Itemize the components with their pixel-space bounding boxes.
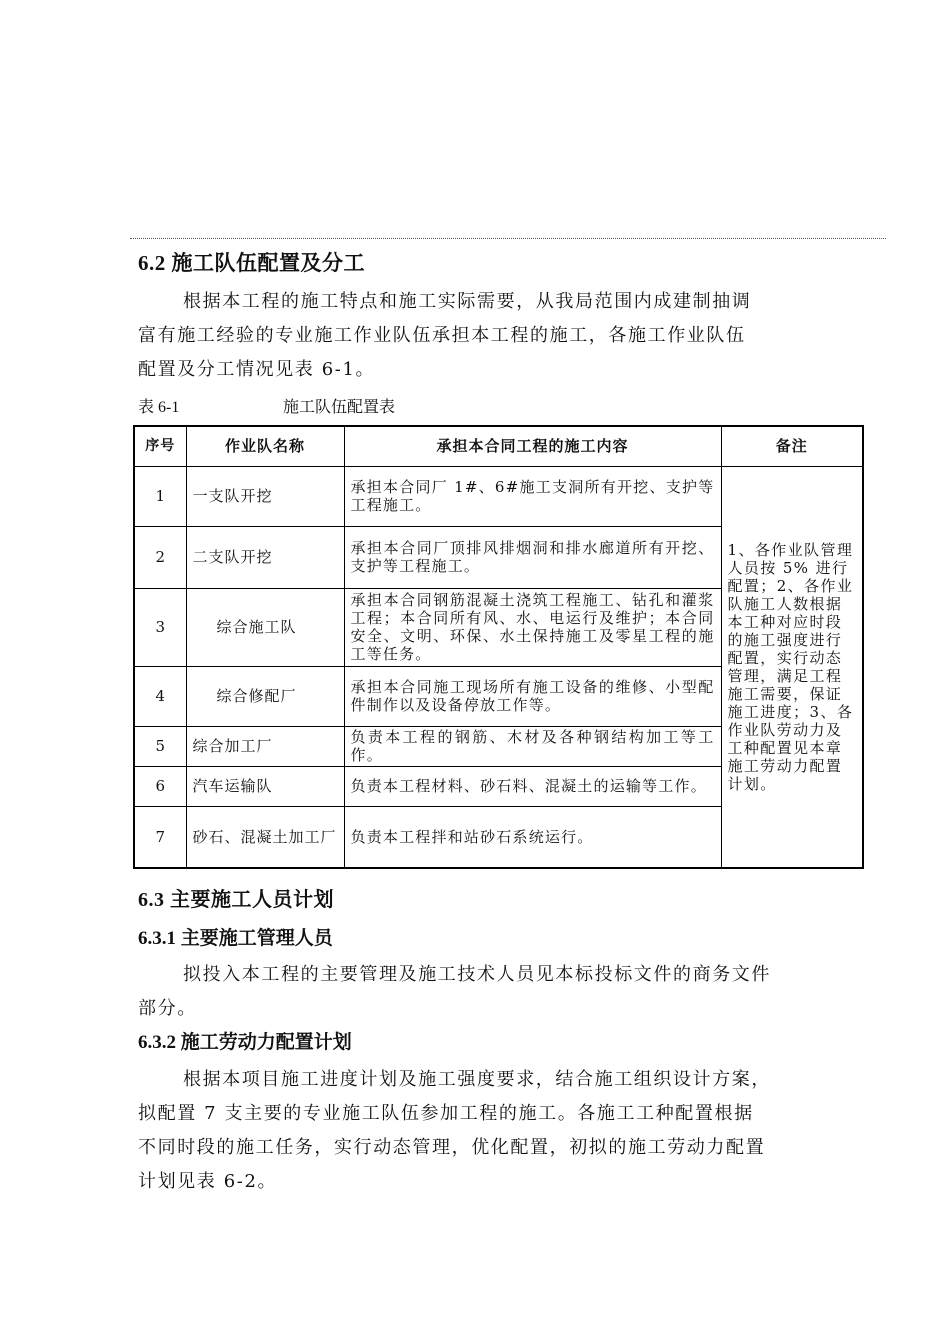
header-cell-no: 序号 [134, 426, 186, 466]
header-cell-team: 作业队名称 [186, 426, 344, 466]
table-caption-number: 表 6-1 [138, 399, 180, 416]
header-cell-content: 承担本合同工程的施工内容 [344, 426, 721, 466]
subsection-heading-6-3-2: 6.3.2 施工劳动力配置计划 [138, 1032, 352, 1053]
team-config-table [133, 425, 864, 869]
row-team-name: 综合加工厂 [186, 726, 344, 766]
table-caption-title: 施工队伍配置表 [283, 399, 396, 416]
row-number: 5 [134, 726, 186, 766]
row-content: 负责本工程材料、砂石料、混凝土的运输等工作。 [344, 766, 721, 806]
row-content: 承担本合同厂 1#、6#施工支洞所有开挖、支护等工程施工。 [344, 466, 721, 526]
paragraph-line: 拟投入本工程的主要管理及施工技术人员见本标投标文件的商务文件 [183, 964, 771, 985]
row-number: 4 [134, 666, 186, 726]
section-heading-6-2: 6.2 施工队伍配置及分工 [138, 251, 365, 275]
paragraph-line: 根据本工程的施工特点和施工实际需要，从我局范围内成建制抽调 [183, 291, 752, 312]
paragraph-line: 配置及分工情况见表 6-1。 [138, 359, 376, 380]
row-team-name: 综合施工队 [186, 588, 344, 666]
row-team-name: 汽车运输队 [186, 766, 344, 806]
row-team-name: 一支队开挖 [186, 466, 344, 526]
subsection-heading-6-3-1: 6.3.1 主要施工管理人员 [138, 928, 333, 949]
row-content: 承担本合同厂顶排风排烟洞和排水廊道所有开挖、支护等工程施工。 [344, 526, 721, 588]
table-header-row [134, 426, 863, 466]
table-row [134, 466, 863, 526]
section-heading-6-3: 6.3 主要施工人员计划 [138, 889, 334, 911]
row-number: 2 [134, 526, 186, 588]
row-number: 6 [134, 766, 186, 806]
row-content: 承担本合同施工现场所有施工设备的维修、小型配件制作以及设备停放工作等。 [344, 666, 721, 726]
paragraph-line: 根据本项目施工进度计划及施工强度要求，结合施工组织设计方案， [183, 1069, 771, 1090]
paragraph-line: 计划见表 6-2。 [138, 1171, 278, 1192]
row-team-name: 砂石、混凝土加工厂 [186, 806, 344, 868]
paragraph-line: 拟配置 7 支主要的专业施工队伍参加工程的施工。各施工工种配置根据 [138, 1103, 754, 1124]
row-number: 1 [134, 466, 186, 526]
row-content: 负责本工程的钢筋、木材及各种钢结构加工等工作。 [344, 726, 721, 766]
paragraph-line: 富有施工经验的专业施工作业队伍承担本工程的施工，各施工作业队伍 [138, 325, 746, 346]
table-caption [138, 394, 396, 417]
row-number: 3 [134, 588, 186, 666]
row-number: 7 [134, 806, 186, 868]
row-content: 承担本合同钢筋混凝土浇筑工程施工、钻孔和灌浆工程；本合同所有风、水、电运行及维护；本合同安全、文明、环保、水土保持施工及零星工程的施工等任务。 [344, 588, 721, 666]
header-cell-remark: 备注 [721, 426, 863, 466]
row-team-name: 综合修配厂 [186, 666, 344, 726]
paragraph-line: 部分。 [138, 998, 197, 1019]
row-team-name: 二支队开挖 [186, 526, 344, 588]
row-content: 负责本工程拌和站砂石系统运行。 [344, 806, 721, 868]
remark-cell: 1、各作业队管理人员按 5% 进行配置；2、各作业队施工人数根据本工种对应时段的施工强度进行配置，实行动态管理，满足工程施工需要，保证施工进度；3、各作业队劳动力及工种配置见本章施工劳动力配置计划。 [721, 466, 863, 868]
header-divider [130, 238, 886, 239]
paragraph-line: 不同时段的施工任务，实行动态管理，优化配置，初拟的施工劳动力配置 [138, 1137, 766, 1158]
